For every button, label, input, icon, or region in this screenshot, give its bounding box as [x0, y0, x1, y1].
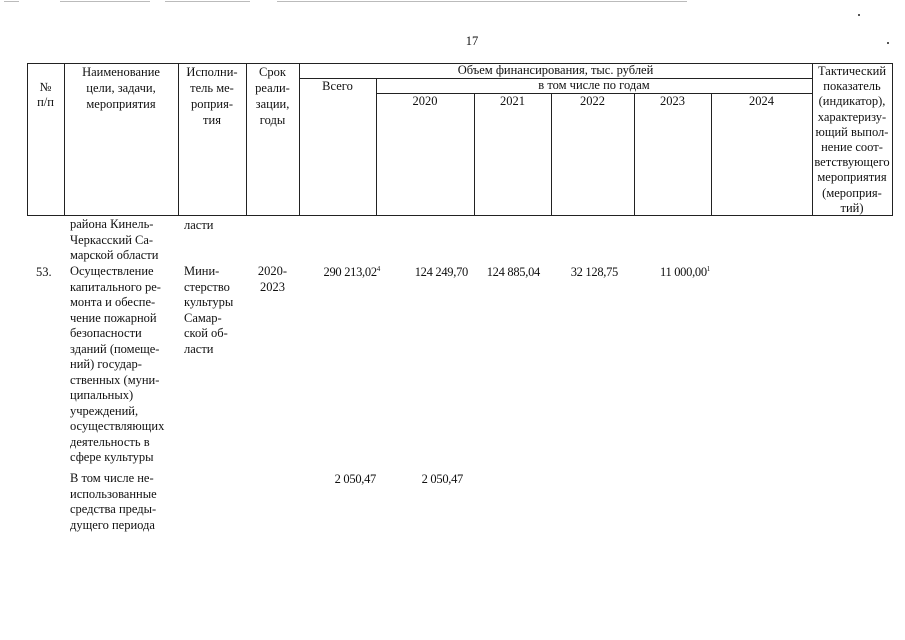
- scan-speck: [858, 14, 860, 16]
- page-number: 17: [465, 34, 479, 48]
- row-53-2020: 124 249,70: [414, 265, 468, 279]
- scan-artifact: [165, 1, 250, 2]
- row-53-total: 290 213,02$^4$: [323, 264, 380, 279]
- header-executor: Исполни- тель ме- роприя- тия: [186, 65, 238, 127]
- subrow-total: 2 050,47: [334, 472, 376, 486]
- row-53-term: 2020- 2023: [257, 264, 288, 294]
- subrow-2020: 2 050,47: [421, 472, 463, 486]
- scan-artifact: [277, 1, 687, 2]
- footnote-1: 1: [706, 264, 710, 273]
- row-53-2022: 32 128,75: [570, 265, 618, 279]
- footnote-4: 4: [376, 264, 380, 273]
- header-name: Наименование цели, задачи, мероприятия: [82, 65, 160, 111]
- header-indicator: Тактический показатель (индикатор), характеризу- ющий выпол- нение соот- ветствующего мероприятия (мероприя- тий): [814, 64, 890, 215]
- header-total: Всего: [322, 79, 353, 93]
- continuation-name: района Кинель- Черкасский Са- марской области: [70, 217, 159, 262]
- header-year-2023: 2023: [660, 94, 685, 108]
- header-term: Срок реали- зации, годы: [255, 65, 290, 127]
- header-no: № п/п: [37, 80, 54, 109]
- row-53-executor: Мини- стерство культуры Самар- ской об- ласти: [184, 264, 234, 356]
- header-year-2021: 2021: [500, 94, 525, 108]
- scan-artifact: [4, 1, 19, 2]
- header-by-years: в том числе по годам: [538, 78, 650, 92]
- header-year-2020: 2020: [412, 94, 438, 108]
- row-53-2023: 11 000,00$^1$: [659, 264, 710, 279]
- header-year-2024: 2024: [749, 94, 774, 108]
- scan-speck: [887, 42, 889, 44]
- header-year-2022: 2022: [580, 94, 605, 108]
- row-53-name: Осуществление капитального ре- монта и обеспе- чение пожарной безопасности зданий (помеще- ний) государ- ственных (муни- ципальных) учреждений, осуществляющих деятельность в сфере культуры: [70, 264, 165, 464]
- scan-artifact: [60, 1, 150, 2]
- header-funding-title: Объем финансирования, тыс. рублей: [457, 63, 654, 77]
- row-53-2021: 124 885,04: [486, 265, 540, 279]
- continuation-executor: ласти: [184, 218, 214, 232]
- subrow-name: В том числе не- использованные средства преды- дущего периода: [70, 471, 157, 532]
- row-53-number: 53.: [36, 265, 52, 279]
